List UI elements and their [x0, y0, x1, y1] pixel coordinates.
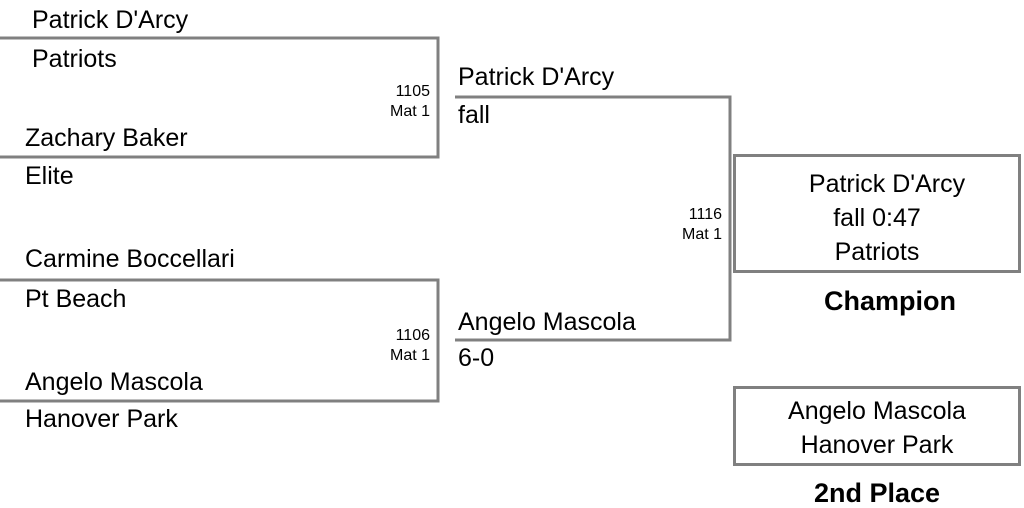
r2-top-result: fall — [458, 101, 490, 129]
bout-number: 1105 — [395, 83, 430, 100]
r1-m1-top-name: Patrick D'Arcy — [32, 6, 189, 34]
r1-m1-top-team: Patriots — [32, 45, 117, 73]
second-place-label: 2nd Place — [813, 478, 941, 508]
r1-m2-bottom-name: Angelo Mascola — [25, 368, 203, 396]
champion-name: Patrick D'Arcy — [808, 170, 966, 198]
bout-number: 1116 — [688, 206, 722, 223]
r2-bottom-result: 6-0 — [458, 344, 495, 372]
bout-mat: Mat 1 — [389, 103, 430, 120]
bout-mat: Mat 1 — [681, 226, 722, 243]
bout-1116 — [650, 205, 722, 245]
second-team: Hanover Park — [800, 431, 954, 459]
r2-bottom-name: Angelo Mascola — [458, 308, 636, 336]
second-place-box — [733, 386, 1021, 466]
champion-box — [733, 154, 1021, 273]
bout-number: 1106 — [395, 327, 430, 344]
bout-1105 — [360, 82, 430, 122]
bout-mat: Mat 1 — [389, 347, 430, 364]
r1-m2-bottom-team: Hanover Park — [25, 405, 178, 433]
second-name: Angelo Mascola — [788, 397, 966, 425]
champion-team: Patriots — [834, 238, 920, 266]
r1-m1-bottom-name: Zachary Baker — [25, 124, 188, 152]
r1-m2-top-name: Carmine Boccellari — [25, 245, 235, 273]
r1-m2-top-team: Pt Beach — [25, 285, 127, 313]
champion-label: Champion — [824, 286, 956, 316]
r1-m1-bottom-team: Elite — [25, 162, 74, 190]
champion-result: fall 0:47 — [833, 204, 921, 232]
r2-top-name: Patrick D'Arcy — [458, 63, 615, 91]
bout-1106 — [360, 326, 430, 366]
